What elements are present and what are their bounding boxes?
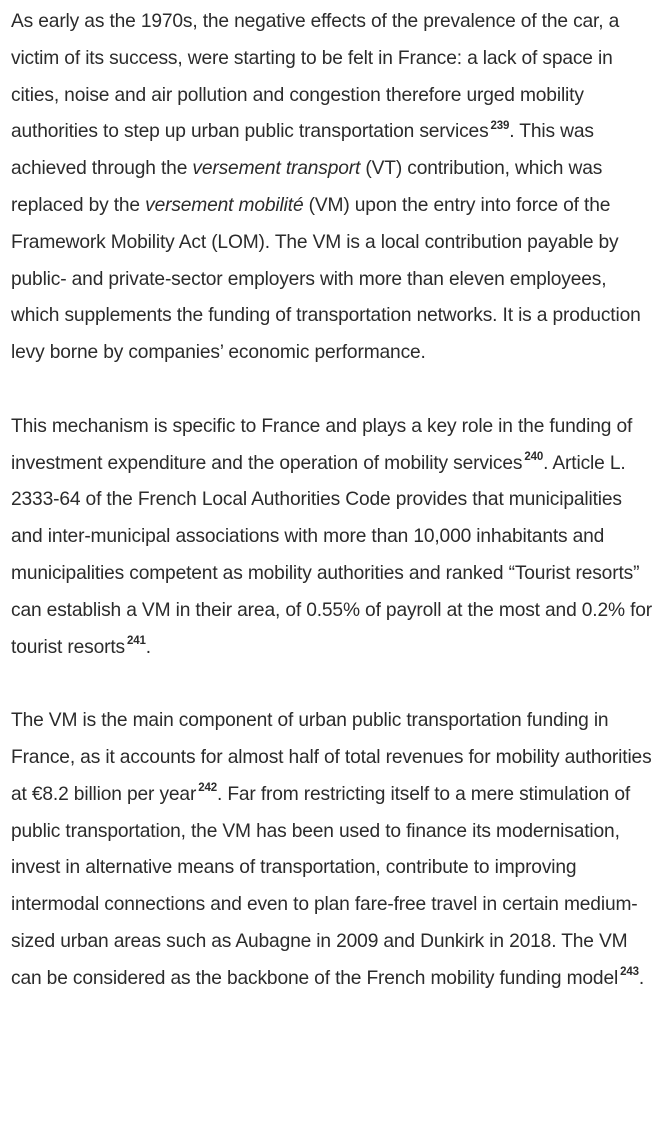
article-body [11,4,654,998]
text-run: As early as the 1970s, the negative effects of the prevalence of the car, a victim of its success, were starting to be felt in France: a lack of space in cities, noise and air pollution and congestion therefore urged mobility authorities to step up urban public transportation services [11,11,620,143]
italic-term: versement transport [192,158,361,180]
italic-term: versement mobilité [145,194,304,216]
text-run: . Far from restricting itself to a mere stimulation of public transportation, the VM has been used to finance its modernisation, invest in alternative means of transportation, contribute to improving intermodal connections and even to plan fare-free travel in certain medium-sized urban areas such as Aubagne in 2009 and Dunkirk in 2018. The VM can be considered as the backbone of the French mobility funding model [11,783,638,989]
footnote-ref-239[interactable]: 239 [490,120,510,132]
text-run: (VM) upon the entry into force of the Framework Mobility Act (LOM). The VM is a local contribution payable by public- and private-sector employers with more than eleven employees, which supplements the funding of transportation networks. It is a production levy borne by companies’ economic performance. [11,194,641,364]
footnote-ref-242[interactable]: 242 [198,782,217,795]
text-run: . [638,967,645,989]
paragraph-2 [11,409,654,667]
paragraph-3 [11,703,654,997]
paragraph-1 [11,4,654,372]
text-run: The VM is the main component of urban public transportation funding in France, as it accounts for almost half of total revenues for mobility authorities at €8.2 billion per year [11,710,652,805]
footnote-ref-243[interactable]: 243 [620,966,639,979]
text-run: . Article L. 2333-64 of the French Local Authorities Code provides that municipalities and inter-municipal associations with more than 10,000 inhabitants and municipalities competent as mobility authorities and ranked “Tourist resorts” can establish a VM in their area, of 0.55% of payroll at the most and 0.2% for tourist resorts [11,452,653,658]
footnote-ref-241[interactable]: 241 [126,635,146,648]
text-run: This mechanism is specific to France and plays a key role in the funding of investment expenditure and the operation of mobility services [11,415,633,474]
text-run: (VT) contribution, which was replaced by the [11,158,603,216]
footnote-ref-240[interactable]: 240 [524,451,544,464]
text-run: . This was achieved through the [11,121,594,180]
text-run: . [145,636,151,658]
